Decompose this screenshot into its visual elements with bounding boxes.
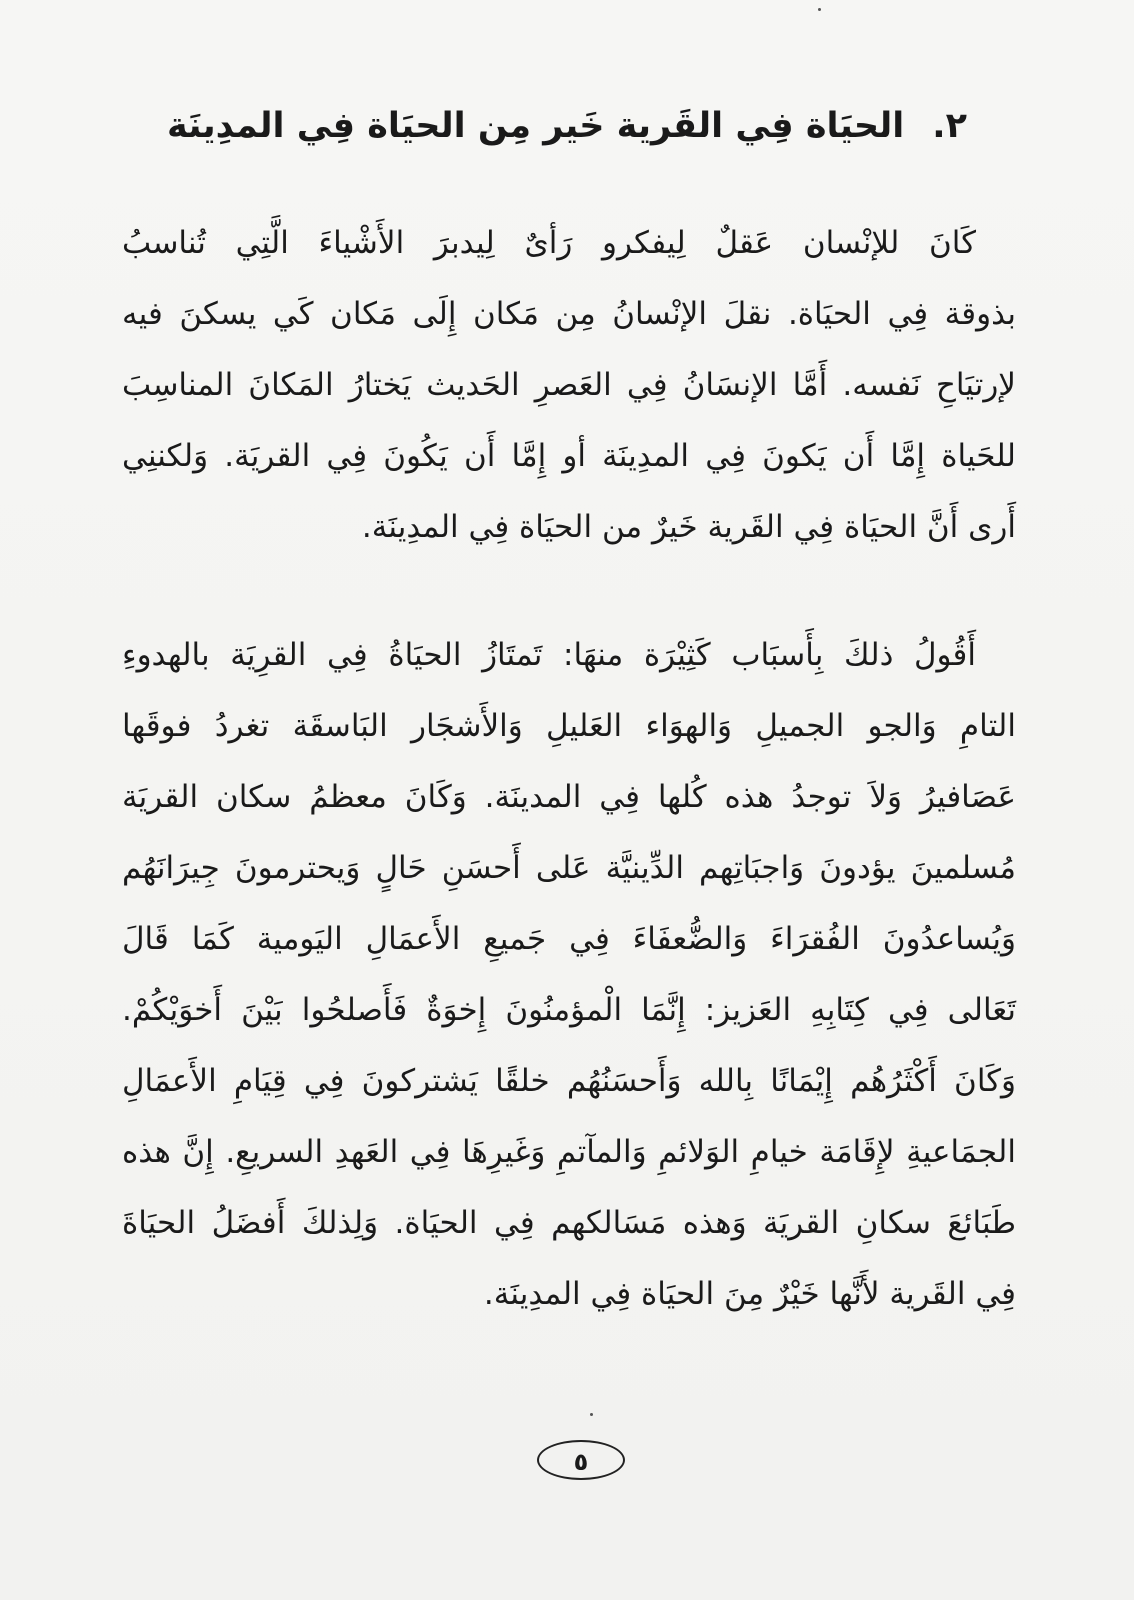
section-number: ٢.	[932, 106, 967, 146]
paragraph-line: وَكَانَ أَكْثَرُهُم إِيْمَانًا بِالله وَأَحسَنُهُم خلقًا يَشتركونَ فِي قِيَامِ الأَعمَالِ	[122, 1063, 1016, 1099]
scan-speck	[590, 1413, 593, 1416]
paragraph-line: وَيُساعدُونَ الفُقرَاءَ وَالضُّعفَاءَ فِي جَميعِ الأَعمَالِ اليَومية كَمَا قَالَ	[122, 921, 1016, 957]
paragraph-line: لإرتيَاحِ نَفسه. أَمَّا الإنسَانُ فِي العَصرِ الحَديث يَختارُ المَكانَ المناسِبَ	[122, 367, 1016, 403]
paragraph-2	[122, 620, 1016, 1330]
paragraph-line: الجمَاعيةِ لإِقَامَة خيامِ الوَلائمِ وَالمآتمِ وَغَيرِهَا فِي العَهدِ السريعِ. إِنَّ هذه	[122, 1134, 1016, 1170]
scan-speck	[818, 8, 821, 11]
paragraph-line: كَانَ للإنْسان عَقلٌ لِيفكرو رَأىٌ لِيدبرَ الأَشْياءَ الَّتِي تُناسبُ	[122, 225, 976, 261]
paragraph-line: مُسلمينَ يؤدونَ وَاجبَاتِهم الدِّينيَّة عَلى أَحسَنِ حَالٍ وَيحترمونَ جِيرَانَهُم	[122, 850, 1016, 886]
paragraph-line: بذوقة فِي الحيَاة. نقلَ الإنْسانُ مِن مَكان إِلَى مَكان كَي يسكنَ فيه	[122, 296, 1016, 332]
paragraph-line: التامِ وَالجو الجميلِ وَالهوَاء العَليلِ وَالأَشجَار البَاسقَة تغردُ فوقَها	[122, 708, 1016, 744]
paragraph-line: عَصَافيرُ وَلاَ توجدُ هذه كُلها فِي المدينَة. وَكَانَ معظمُ سكان القريَة	[122, 779, 1016, 815]
paragraph-line: أَقُولُ ذلكَ بِأَسبَاب كَثِيْرَة منهَا: تَمتَازُ الحيَاةُ فِي القرِيَة بالهدوءِ	[122, 637, 976, 673]
paragraph-line: فِي القَرية لأَنَّها خَيْرٌ مِنَ الحيَاة فِي المدِينَة.	[483, 1276, 1016, 1312]
paragraph-line: طَبَائعَ سكانِ القريَة وَهذه مَسَالكهم فِي الحيَاة. وَلِذلكَ أَفضَلُ الحيَاةَ	[122, 1205, 1016, 1241]
paragraph-line: أَرى أَنَّ الحيَاة فِي القَرية خَيرٌ من الحيَاة فِي المدِينَة.	[361, 509, 1016, 545]
paragraph-line: تَعَالى فِي كِتَابِهِ العَزيز: إِنَّمَا الْمؤمنُونَ إِخوَةٌ فَأَصلحُوا بَيْنَ أَخوَيْكُمْ.	[122, 992, 1016, 1028]
paragraph-line: للحَياة إِمَّا أَن يَكونَ فِي المدِينَة أو إِمَّا أَن يَكُونَ فِي القريَة. وَلكننِي	[122, 438, 1016, 474]
page-number: ٥	[537, 1440, 625, 1480]
page-title	[0, 96, 1134, 156]
paragraph-1	[122, 208, 1016, 563]
section-title: الحيَاة فِي القَرية خَير مِن الحيَاة فِي المدِينَة	[167, 106, 905, 146]
